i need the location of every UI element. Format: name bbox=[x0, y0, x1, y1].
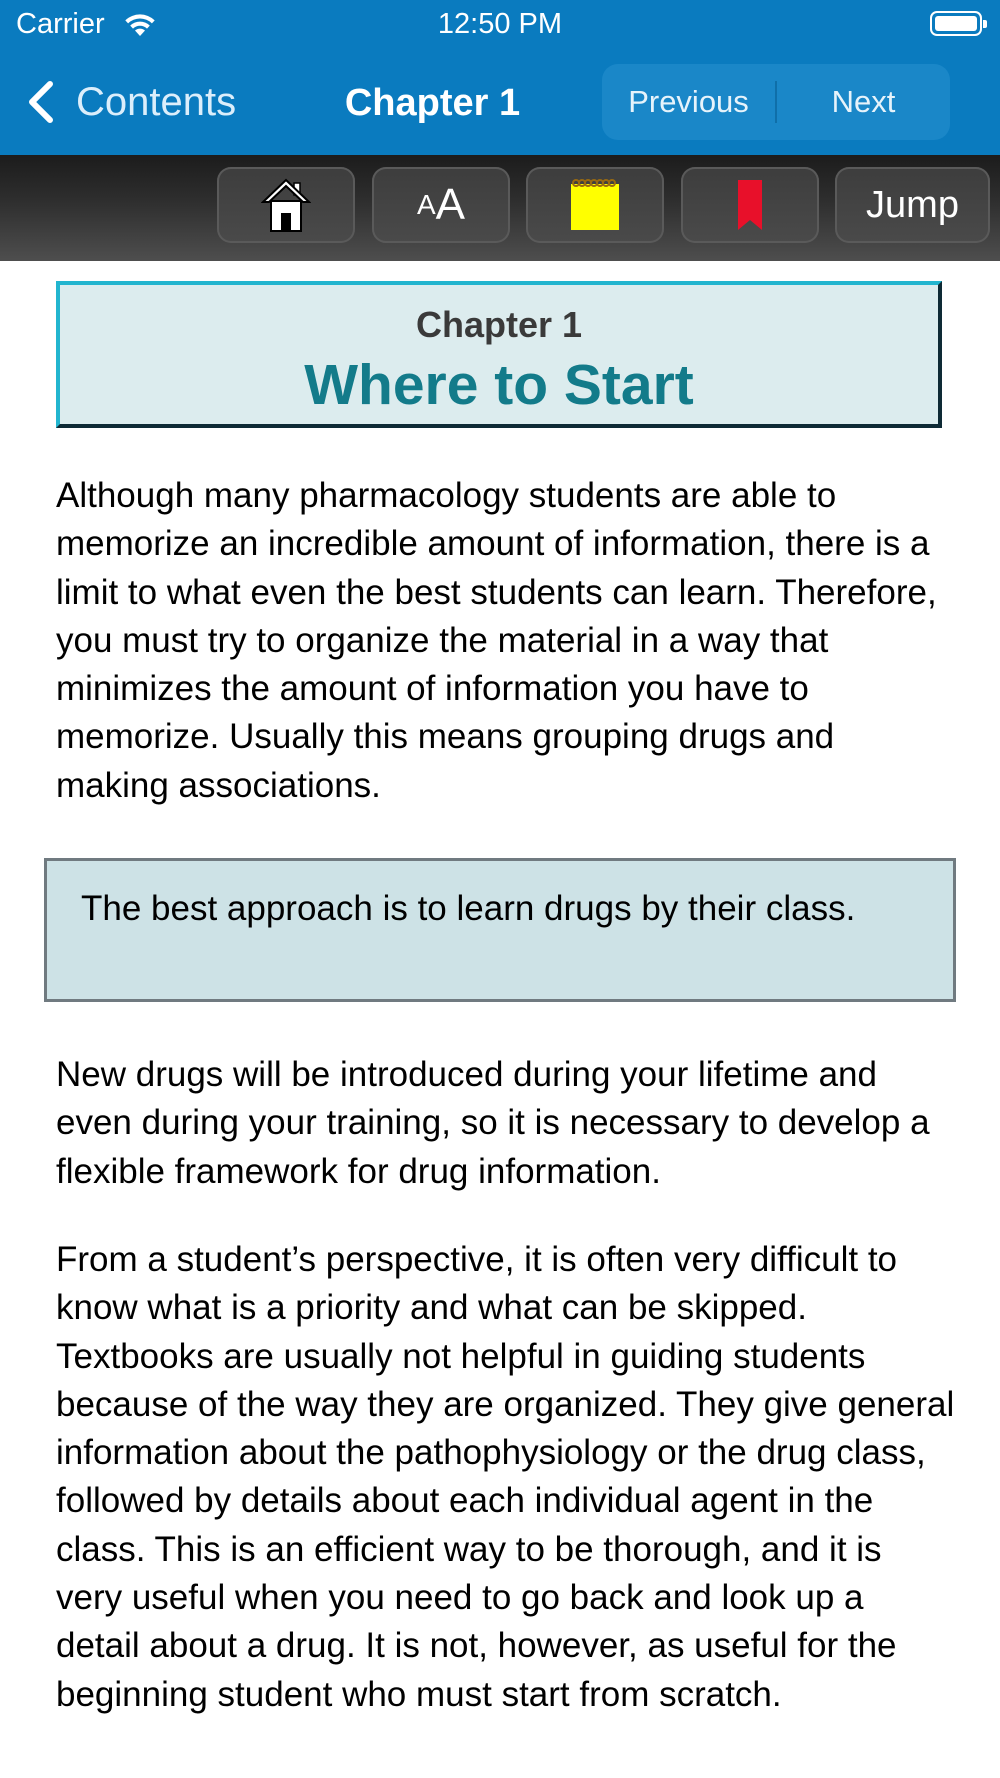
paragraph: New drugs will be introduced during your lifetime and even during your training, so it is necessary to develop a flexible framework for drug information. bbox=[56, 1055, 930, 1191]
bookmark-icon bbox=[736, 178, 764, 232]
navigation-bar bbox=[0, 50, 1000, 155]
status-time: 12:50 PM bbox=[437, 8, 563, 40]
page-title: Chapter 1 bbox=[344, 82, 521, 124]
home-button[interactable] bbox=[217, 167, 355, 243]
chapter-nav-segmented-control bbox=[602, 64, 950, 140]
jump-button-label: Jump bbox=[866, 183, 959, 226]
status-bar bbox=[0, 0, 1000, 50]
home-icon bbox=[261, 177, 311, 233]
back-button[interactable] bbox=[26, 76, 236, 128]
key-point-callout bbox=[44, 858, 956, 1002]
notes-button[interactable] bbox=[526, 167, 664, 243]
previous-button[interactable]: Previous bbox=[628, 84, 749, 119]
chapter-header bbox=[56, 281, 942, 428]
back-button-label: Contents bbox=[76, 79, 237, 124]
chapter-title: Where to Start bbox=[304, 353, 694, 417]
text-size-button[interactable] bbox=[372, 167, 510, 243]
notepad-icon bbox=[569, 178, 621, 232]
toolbar bbox=[0, 155, 1000, 261]
text-size-small-a: A bbox=[416, 189, 436, 220]
carrier-label: Carrier bbox=[16, 8, 105, 40]
battery-icon bbox=[930, 11, 982, 36]
chevron-left-icon bbox=[26, 78, 56, 126]
chapter-label: Chapter 1 bbox=[415, 304, 583, 345]
bookmark-button[interactable] bbox=[681, 167, 819, 243]
paragraph: From a student’s perspective, it is often very difficult to know what is a priority and what can be skipped. Textbooks are usually not helpful in guiding students because of the way they are organized. They give general information about the pathophysiology or the drug class, followed by details about each individual agent in the class. This is an efficient way to be thorough, and it is very useful when you need to go back and look up a detail about a drug. It is not, however, as useful for the beginning student who must start from scratch. bbox=[56, 1240, 955, 1714]
jump-button[interactable] bbox=[835, 167, 990, 243]
next-button[interactable]: Next bbox=[831, 84, 896, 119]
callout-text: The best approach is to learn drugs by their class. bbox=[81, 889, 856, 928]
text-size-large-a: A bbox=[435, 180, 466, 229]
paragraph: Although many pharmacology students are able to memorize an incredible amount of information, there is a limit to what even the best students can learn. Therefore, you must try to organize the material in a way that minimizes the amount of information you have to memorize. Usually this means grouping drugs and making associations. bbox=[56, 476, 937, 805]
